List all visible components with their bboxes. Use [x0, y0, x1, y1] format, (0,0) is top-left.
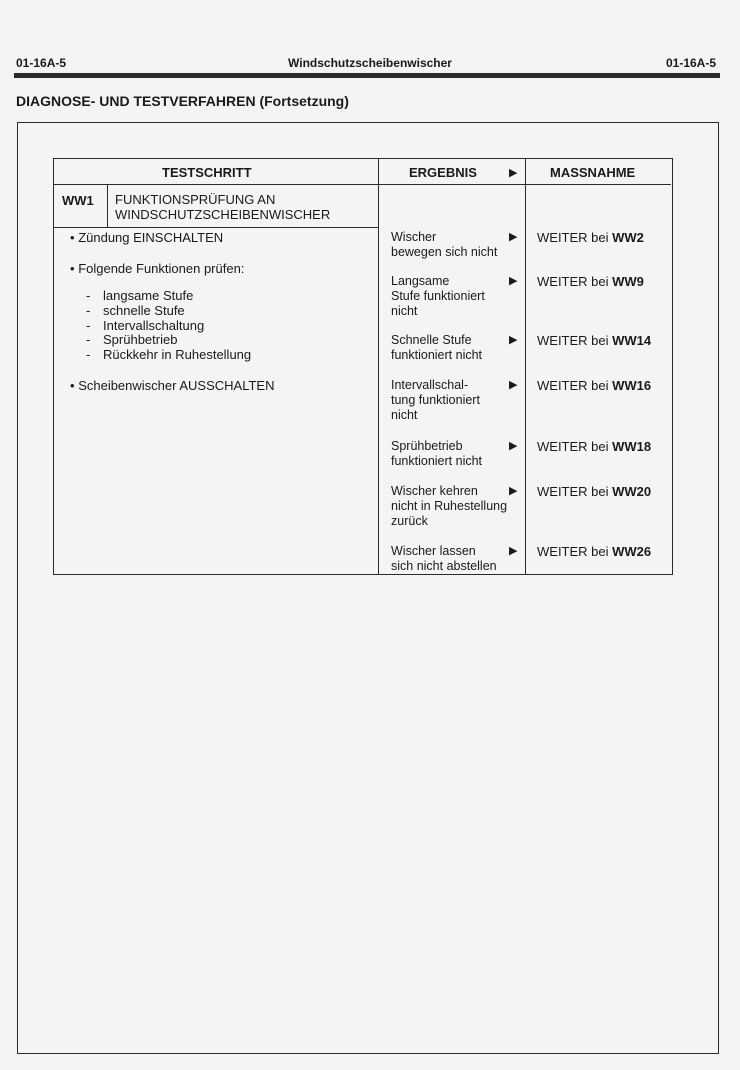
- result-line: Langsame: [391, 274, 450, 288]
- header-section-title: Windschutzscheibenwischer: [288, 56, 452, 70]
- action-prefix: WEITER bei: [537, 230, 609, 245]
- result-item: [391, 333, 521, 363]
- step-id-divider: [107, 184, 108, 227]
- instruction-item: [70, 261, 244, 276]
- result-item: [391, 230, 521, 260]
- action-prefix: WEITER bei: [537, 274, 609, 289]
- step-title-line-1: FUNKTIONSPRÜFUNG AN: [115, 192, 276, 207]
- result-item: [391, 439, 521, 469]
- result-line: Wischer lassen: [391, 544, 476, 558]
- result-item: [391, 378, 521, 423]
- action-item: [537, 333, 651, 348]
- bullet-icon: •: [70, 378, 75, 393]
- action-item: [537, 439, 651, 454]
- action-target: WW14: [612, 333, 652, 348]
- column-header-testschritt: TESTSCHRITT: [162, 165, 252, 180]
- result-arrow-icon: ▶: [509, 231, 518, 243]
- result-arrow-icon: ▶: [509, 440, 518, 452]
- action-item: [537, 230, 644, 245]
- check-text: schnelle Stufe: [103, 303, 185, 318]
- action-target: WW20: [612, 484, 652, 499]
- check-text: Rückkehr in Ruhestellung: [103, 347, 252, 362]
- result-line: Intervallschal-: [391, 378, 469, 392]
- result-arrow-icon: ▶: [509, 379, 518, 391]
- instruction-item: [70, 230, 223, 245]
- bullet-icon: •: [70, 230, 75, 245]
- result-line: nicht in Ruhestellung: [391, 499, 508, 513]
- result-arrow-icon: ▶: [509, 275, 518, 287]
- result-line: Stufe funktioniert: [391, 289, 485, 303]
- result-line: zurück: [391, 514, 428, 528]
- action-item: [537, 544, 651, 559]
- dash-icon: -: [86, 332, 91, 347]
- bullet-icon: •: [70, 261, 75, 276]
- result-arrow-icon: ▶: [509, 545, 518, 557]
- step-title-line-2: WINDSCHUTZSCHEIBENWISCHER: [115, 207, 331, 222]
- action-item: [537, 484, 651, 499]
- diagnosis-table: [53, 158, 673, 575]
- check-text: Intervallschaltung: [103, 318, 205, 333]
- result-line: sich nicht abstellen: [391, 559, 497, 573]
- action-prefix: WEITER bei: [537, 439, 609, 454]
- check-text: langsame Stufe: [103, 288, 194, 303]
- action-target: WW16: [612, 378, 652, 393]
- result-line: Schnelle Stufe: [391, 333, 472, 347]
- action-target: WW9: [612, 274, 644, 289]
- action-item: [537, 378, 651, 393]
- action-item: [537, 274, 644, 289]
- result-line: tung funktioniert: [391, 393, 480, 407]
- column-divider-result: [378, 159, 379, 574]
- result-line: nicht: [391, 408, 418, 422]
- result-line: Wischer: [391, 230, 437, 244]
- check-item: [86, 348, 251, 363]
- action-prefix: WEITER bei: [537, 378, 609, 393]
- check-item: [86, 304, 185, 319]
- action-prefix: WEITER bei: [537, 544, 609, 559]
- action-target: WW18: [612, 439, 652, 454]
- action-prefix: WEITER bei: [537, 333, 609, 348]
- check-item: [86, 333, 177, 348]
- header-section-code-right: 01-16A-5: [665, 56, 716, 70]
- result-item: [391, 484, 521, 529]
- header-arrow-icon: ▶: [509, 167, 518, 179]
- result-line: Sprühbetrieb: [391, 439, 463, 453]
- action-target: WW2: [612, 230, 644, 245]
- column-header-ergebnis: ERGEBNIS: [409, 165, 477, 180]
- dash-icon: -: [86, 347, 91, 362]
- header-rule: [14, 73, 720, 78]
- result-line: Wischer kehren: [391, 484, 478, 498]
- header-row-divider: [54, 184, 671, 185]
- step-title: [115, 192, 375, 222]
- instruction-text: Zündung EINSCHALTEN: [78, 230, 224, 245]
- result-line: funktioniert nicht: [391, 348, 483, 362]
- step-title-divider: [54, 227, 378, 228]
- instruction-item: [70, 378, 274, 393]
- result-line: bewegen sich nicht: [391, 245, 498, 259]
- result-line: nicht: [391, 304, 418, 318]
- result-line: funktioniert nicht: [391, 454, 483, 468]
- step-id: WW1: [62, 193, 94, 208]
- dash-icon: -: [86, 288, 91, 303]
- dash-icon: -: [86, 318, 91, 333]
- dash-icon: -: [86, 303, 91, 318]
- column-divider-action: [525, 159, 526, 574]
- action-target: WW26: [612, 544, 652, 559]
- result-item: [391, 274, 521, 319]
- instruction-text: Folgende Funktionen prüfen:: [78, 261, 245, 276]
- column-header-massnahme: MASSNAHME: [550, 165, 636, 180]
- result-item: [391, 544, 521, 574]
- check-item: [86, 289, 193, 304]
- header-section-code-left: 01-16A-5: [16, 56, 67, 70]
- instruction-text: Scheibenwischer AUSSCHALTEN: [78, 378, 275, 393]
- result-arrow-icon: ▶: [509, 485, 518, 497]
- result-arrow-icon: ▶: [509, 334, 518, 346]
- check-text: Sprühbetrieb: [103, 332, 178, 347]
- page-subtitle: DIAGNOSE- UND TESTVERFAHREN (Fortsetzung): [16, 93, 349, 109]
- action-prefix: WEITER bei: [537, 484, 609, 499]
